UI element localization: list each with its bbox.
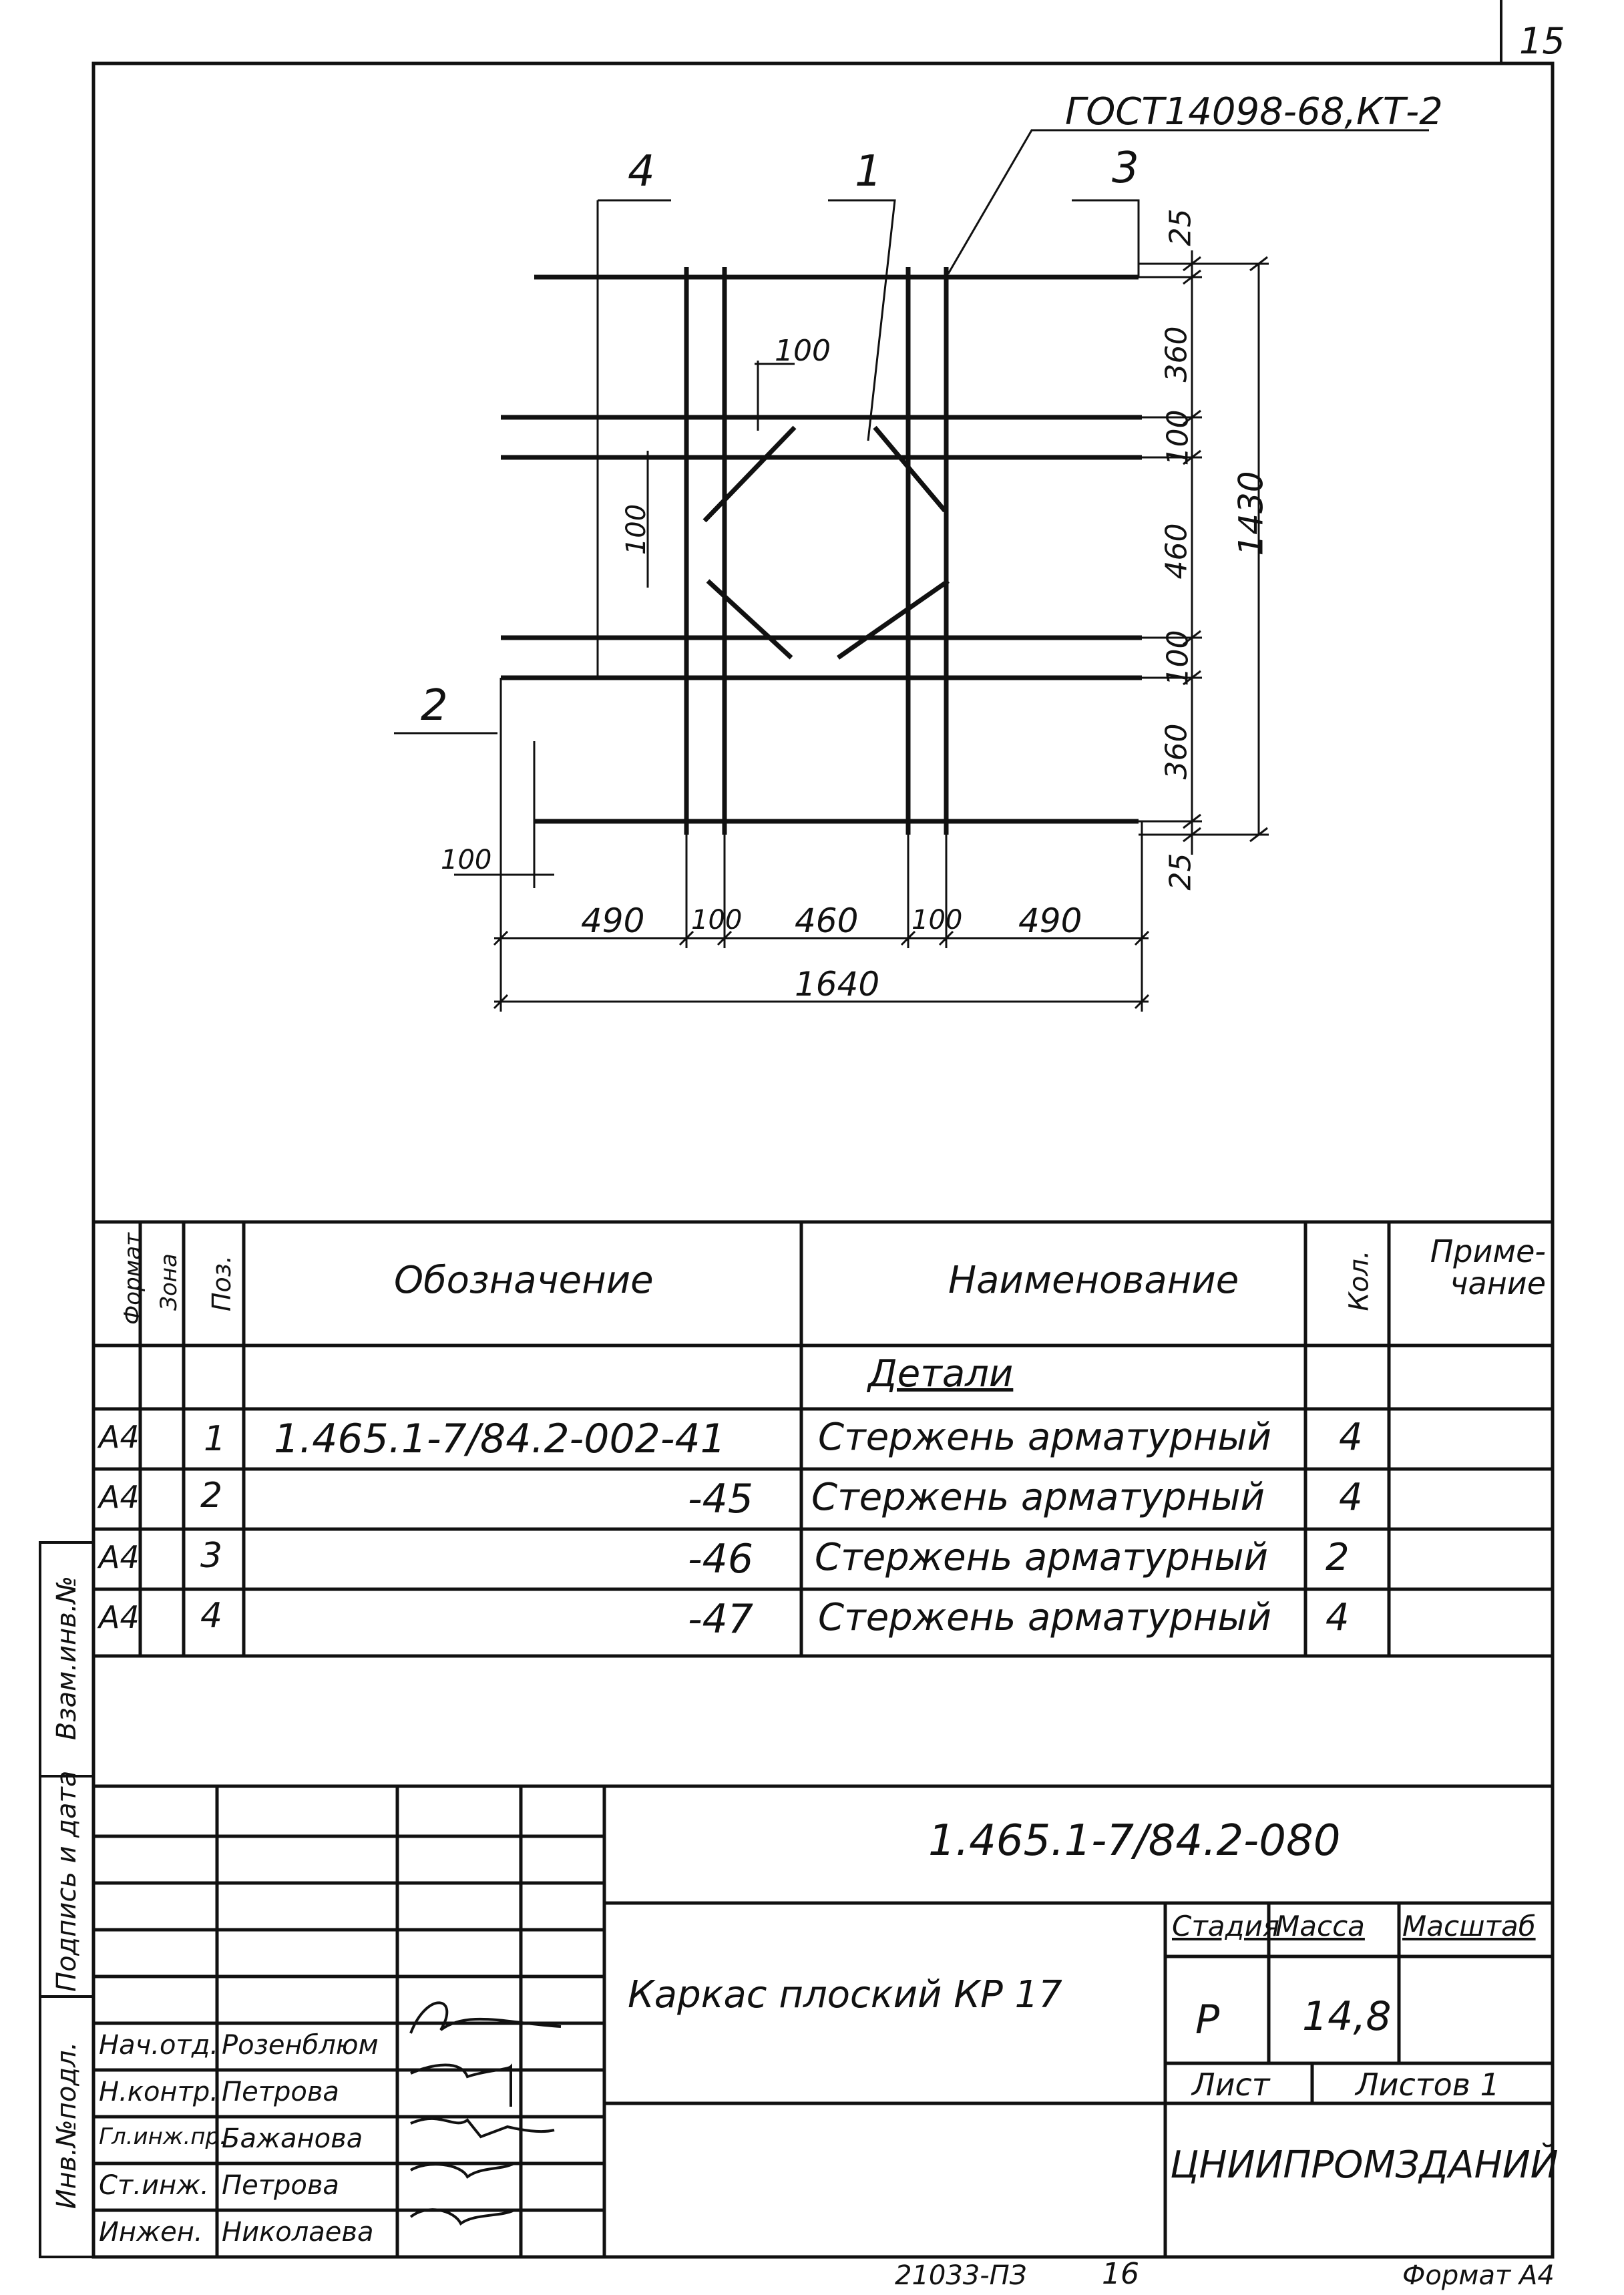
spec-row-2-name: Стержень арматурный [811,1476,1265,1519]
dim-100a: 100 [1161,409,1195,466]
drawing-title: Каркас плоский КР 17 [628,1973,1062,2017]
scale-label: Масштаб [1402,1910,1536,1942]
person-name: Петрова [222,2077,339,2107]
bottom-page-number: 16 [1102,2257,1139,2291]
dim-top-25: 25 [1163,208,1198,246]
spec-header-designation: Обозначение [394,1259,654,1302]
organization: ЦНИИПРОМЗДАНИЙ [1170,2143,1559,2187]
callout-4: 4 [628,147,655,196]
spec-row-1-pos: 1 [204,1419,226,1459]
spec-header-name: Наименование [948,1259,1239,1302]
side-label-signature-date: Подпись и дата [51,1770,82,1992]
spec-row-4-qty: 4 [1326,1596,1350,1639]
dim-w100b: 100 [911,905,963,935]
spec-row-3-designation: -46 [688,1536,753,1583]
dim-total-1430: 1430 [1231,471,1271,556]
dim-360b: 360 [1159,723,1194,780]
spec-header-pos: Поз. [207,1255,237,1312]
person-role: Н.контр. [99,2077,218,2107]
spec-section-title: Детали [868,1352,1014,1396]
spec-row-3-name: Стержень арматурный [815,1536,1268,1579]
bottom-format: Формат А4 [1402,2260,1555,2291]
spec-header-qty: Кол. [1344,1250,1375,1311]
callout-1: 1 [855,147,882,196]
bottom-doc-number: 21033-ПЗ [895,2260,1027,2291]
dim-w490a: 490 [581,901,645,940]
dim-w490b: 490 [1018,901,1082,940]
sheets-label: Листов 1 [1356,2067,1500,2103]
mass-label: Масса [1275,1910,1365,1942]
spec-row-2-designation: -45 [688,1476,753,1522]
spec-row-1-qty: 4 [1339,1416,1363,1459]
dim-bottom-25: 25 [1163,853,1198,891]
stage-value: Р [1195,1997,1220,2043]
spec-row-1-designation: 1.465.1-7/84.2-002-41 [274,1416,726,1462]
mass-value: 14,8 [1302,1993,1392,2040]
side-label-vzam-inv: Взам.инв.№ [51,1575,82,1741]
spec-row-2-format: А4 [99,1479,140,1515]
dim-100b: 100 [1161,630,1195,686]
person-role: Инжен. [99,2217,203,2248]
callout-2: 2 [421,681,448,731]
spec-row-2-qty: 4 [1339,1476,1363,1519]
signatures [411,2003,561,2224]
spec-row-4-name: Стержень арматурный [818,1596,1271,1639]
dim-offset-100: 100 [775,334,831,368]
spec-row-2-pos: 2 [200,1476,223,1516]
dim-inner-100: 100 [621,503,652,556]
spec-row-4-designation: -47 [688,1596,753,1643]
spec-header-note: Приме-чание [1430,1233,1546,1302]
spec-row-1-name: Стержень арматурный [818,1416,1271,1459]
dim-460: 460 [1159,523,1194,580]
spec-row-4-pos: 4 [200,1596,223,1636]
person-role: Нач.отд. [99,2030,219,2061]
person-name: Розенблюм [222,2030,379,2061]
person-name: Петрова [222,2170,339,2201]
spec-header-format: Формат [119,1233,146,1325]
person-role: Ст.инж. [99,2170,209,2201]
sheet-label: Лист [1192,2067,1270,2103]
dim-360a: 360 [1159,326,1194,383]
doc-code: 1.465.1-7/84.2-080 [928,1816,1341,1866]
spec-row-3-format: А4 [99,1539,140,1575]
callout-3: 3 [1112,144,1139,193]
dim-w100a: 100 [691,905,743,935]
spec-row-3-qty: 2 [1326,1536,1350,1579]
sheet-corner-number: 15 [1519,20,1565,62]
side-label-inv-podl: Инв.№подл. [51,2041,82,2210]
person-name: Николаева [222,2217,374,2248]
spec-row-3-pos: 3 [200,1536,223,1576]
person-name: Бажанова [222,2123,363,2154]
weld-standard-note: ГОСТ14098-68,КТ-2 [1065,90,1443,134]
stage-label: Стадия [1172,1910,1280,1942]
spec-header-zone: Зона [155,1253,182,1311]
spec-row-1-format: А4 [99,1419,140,1455]
spec-row-4-format: А4 [99,1599,140,1635]
dim-w460: 460 [795,901,859,940]
dim-total-1640: 1640 [795,965,880,1004]
dim-left-100: 100 [441,845,492,875]
person-role: Гл.инж.пр. [99,2123,227,2150]
